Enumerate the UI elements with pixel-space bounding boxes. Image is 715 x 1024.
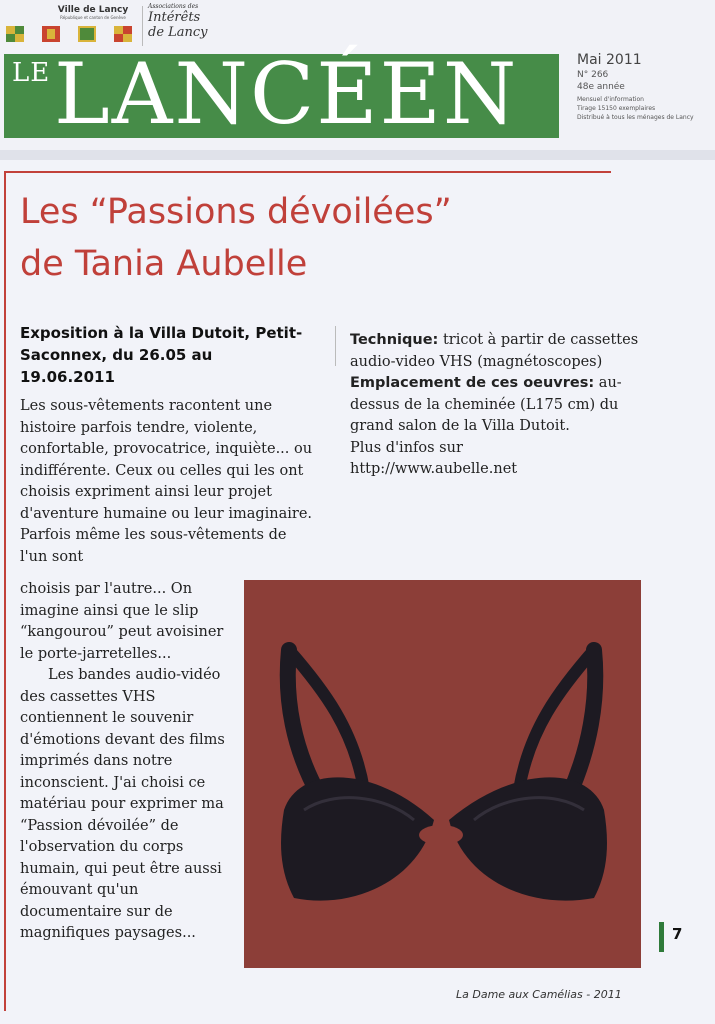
- headline-line: Les “Passions dévoilées”: [20, 192, 452, 232]
- lancy-subtitle: République et canton de Genève: [60, 15, 126, 20]
- page-divider: [0, 150, 715, 160]
- issue-year: 48e année: [577, 82, 625, 92]
- technique-text: tricot à partir de cassettes audio-video VHS (magnétoscopes): [350, 332, 639, 370]
- issue-number: N° 266: [577, 70, 609, 80]
- article-headline: [20, 186, 620, 290]
- knitted-bra-artwork-icon: [244, 580, 641, 968]
- ville-de-lancy-logo: [48, 5, 138, 20]
- issue-line: Mensuel d'information: [577, 96, 644, 103]
- column-rule: [335, 326, 336, 366]
- more-info-text: Plus d'infos sur: [350, 439, 463, 456]
- technique-info: [350, 330, 650, 373]
- coat-of-arms-icon: [6, 26, 24, 42]
- page-number-bar: [659, 922, 664, 952]
- issue-line: Distribué à tous les ménages de Lancy: [577, 114, 694, 121]
- technique-label: Technique:: [350, 332, 439, 348]
- assoc-line3: de Lancy: [148, 25, 208, 40]
- title-prefix: LE: [12, 58, 51, 88]
- article-paragraph: Les sous-vêtements racontent une histoire parfois tendre, violente, confortable, provocatrice, inquiète... ou indifférente. Ceux ou celles qui les ont choisis expriment ainsi leur projet d'aventure humaine ou leur imaginaire. Parfois même les sous-vêtements de l'un sont: [20, 398, 313, 565]
- issue-date: Mai 2011: [577, 52, 642, 68]
- article-paragraph: [20, 665, 230, 945]
- location-text: au-dessus de la cheminée (L175 cm) du grand salon de la Villa Dutoit.: [350, 375, 622, 434]
- headline-line: de Tania Aubelle: [20, 244, 308, 284]
- associations-logo: [148, 3, 218, 40]
- issue-details: [577, 95, 715, 122]
- issue-info: [577, 52, 715, 122]
- page-number: 7: [672, 925, 683, 943]
- issue-line: Tirage 15150 exemplaires: [577, 105, 656, 112]
- location-label: Emplacement de ces oeuvres:: [350, 375, 595, 391]
- article-column-narrow: [20, 579, 230, 945]
- location-info: [350, 373, 650, 438]
- logo-divider: [142, 6, 143, 46]
- article-frame-left: [4, 171, 6, 1011]
- artwork-photo: [244, 580, 641, 968]
- exhibition-info: Exposition à la Villa Dutoit, Petit-Saconnex, du 26.05 au 19.06.2011: [20, 324, 303, 386]
- photo-caption: La Dame aux Camélias - 2011: [456, 988, 622, 1001]
- article-sidebar-column: [350, 330, 650, 481]
- publication-title: LANCÉEN: [54, 45, 519, 143]
- lancy-name: Ville de Lancy: [57, 5, 129, 15]
- paragraph-text: Les bandes audio-vidéo des cassettes VHS contiennent le souvenir d'émotions devant des films imprimés dans notre inconscient. J'ai choisi ce matériau pour exprimer ma “Passion dévoilée” de l'observation du corps humain, qui peut être aussi émouvant qu'un documentaire sur de magnifiques paysages...: [20, 667, 225, 941]
- coat-of-arms-icon: [78, 26, 96, 42]
- website-link[interactable]: http://www.aubelle.net: [350, 461, 518, 477]
- coat-of-arms-icon: [114, 26, 132, 42]
- assoc-line1: Associations des: [148, 3, 199, 10]
- coat-of-arms-icon: [42, 26, 60, 42]
- coat-of-arms-icons: [6, 26, 132, 42]
- assoc-line2: Intérêts: [148, 10, 201, 25]
- article-paragraph: choisis par l'autre... On imagine ainsi que le slip “kangourou” peut avoisiner le porte-jarretelles...: [20, 581, 224, 662]
- article-frame-top: [4, 171, 611, 173]
